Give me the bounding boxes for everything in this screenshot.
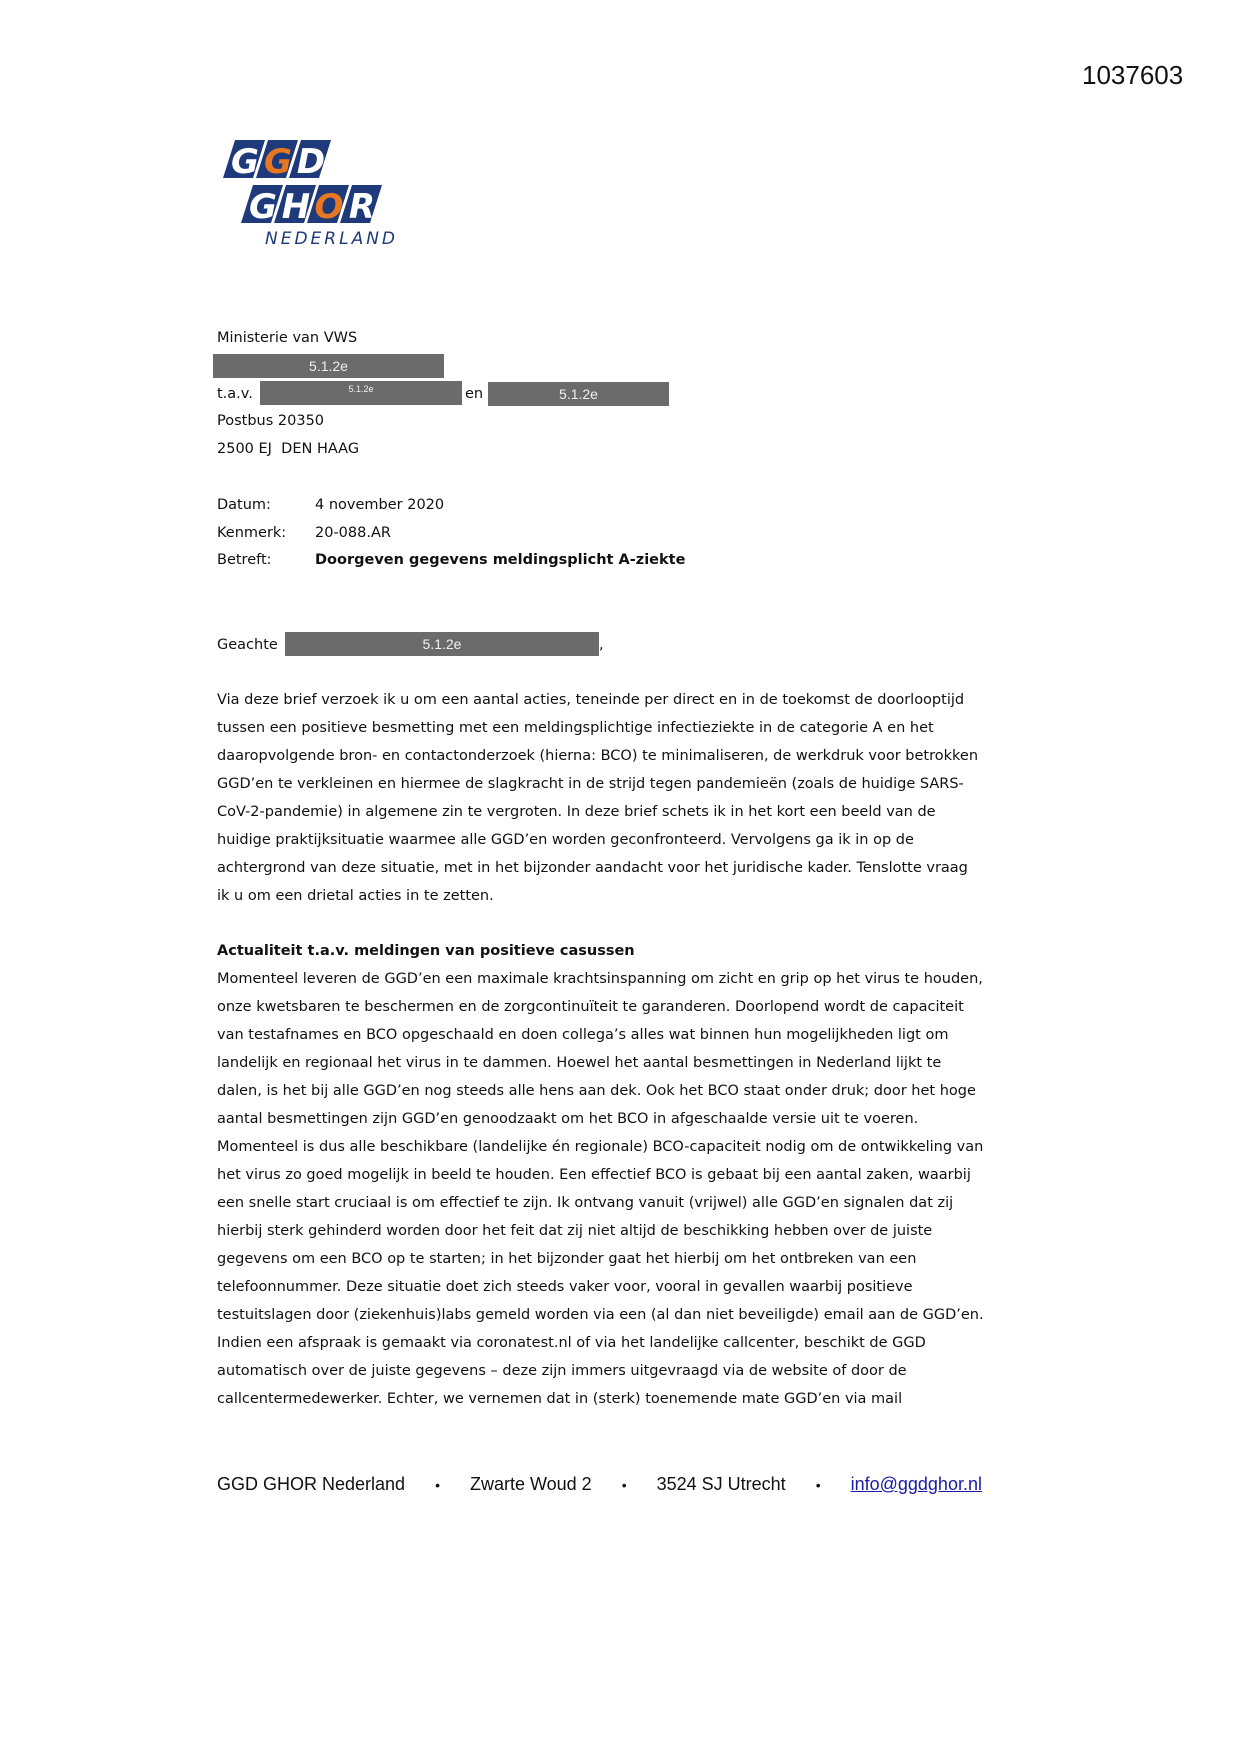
text-line: testuitslagen door (ziekenhuis)labs gemeld worden via een (al dan niet beveiligde) email aan de GGD’en. xyxy=(217,1307,984,1323)
redaction-box: 5.1.2e xyxy=(260,381,462,405)
text-line: callcentermedewerker. Echter, we vernemen dat in (sterk) toenemende mate GGD’en via mail xyxy=(217,1391,903,1407)
text-line: van testafnames en BCO opgeschaald en doen collega’s alles wat binnen hun mogelijkheden ligt om xyxy=(217,1027,949,1043)
salutation-comma: , xyxy=(599,637,604,653)
section-heading: Actualiteit t.a.v. meldingen van positieve casussen xyxy=(217,943,635,959)
text-line: ik u om een drietal acties in te zetten. xyxy=(217,888,494,904)
en-label: en xyxy=(465,386,484,402)
footer-city: 3524 SJ Utrecht xyxy=(656,1474,786,1494)
meta-label: Betreft: xyxy=(217,552,272,568)
text-line: Momenteel leveren de GGD’en een maximale krachtsinspanning om zicht en grip op het virus te houden, xyxy=(217,971,983,987)
text-line: GGD’en te verkleinen en hiermee de slagkracht in de strijd tegen pandemieën (zoals de huidige SARS- xyxy=(217,776,964,792)
svg-text:G: G xyxy=(231,142,259,182)
footer-separator: • xyxy=(435,1476,440,1493)
footer-org: GGD GHOR Nederland xyxy=(217,1474,406,1494)
footer-separator: • xyxy=(621,1476,627,1493)
redaction-box: 5.1.2e xyxy=(285,632,599,656)
text-line: Via deze brief verzoek ik u om een aantal acties, teneinde per direct en in de toekomst de doorlooptijd xyxy=(217,692,965,708)
meta-label: Kenmerk: xyxy=(217,525,287,541)
footer-street: Zwarte Woud 2 xyxy=(469,1474,592,1494)
meta-label: Datum: xyxy=(217,497,271,513)
text-line: Indien een afspraak is gemaakt via coronatest.nl of via het landelijke callcenter, beschikt de GGD xyxy=(217,1335,926,1351)
redaction-box: 5.1.2e xyxy=(213,354,444,378)
text-line: hierbij sterk gehinderd worden door het feit dat zij niet altijd de beschikking hebben over de juiste xyxy=(217,1223,933,1239)
text-line: CoV-2-pandemie) in algemene zin te vergroten. In deze brief schets ik in het kort een beeld van de xyxy=(217,804,936,820)
svg-text:H: H xyxy=(281,187,311,227)
text-line: telefoonnummer. Deze situatie doet zich steeds vaker voor, vooral in gevallen waarbij positieve xyxy=(217,1279,913,1295)
document-number: 1037603 xyxy=(1082,60,1184,90)
tav-label: t.a.v. xyxy=(217,386,253,402)
ggd-ghor-logo xyxy=(220,140,420,260)
text-line: landelijk en regionaal het virus in te dammen. Hoewel het aantal besmettingen in Nederland lijkt te xyxy=(217,1055,942,1071)
text-line: aantal besmettingen zijn GGD’en genoodzaakt om het BCO in afgeschaalde versie uit te voeren. xyxy=(217,1111,919,1127)
svg-text:O: O xyxy=(314,187,344,227)
paragraph-intro xyxy=(217,686,978,910)
text-line: Momenteel is dus alle beschikbare (landelijke én regionale) BCO-capaciteit nodig om de ontwikkeling van xyxy=(217,1139,984,1155)
paragraph-actualiteit xyxy=(217,965,984,1413)
salutation: Geachte xyxy=(217,637,278,653)
text-line: daaropvolgende bron- en contactonderzoek (hierna: BCO) te minimaliseren, de werkdruk voor betrokken xyxy=(217,748,979,764)
svg-text:D: D xyxy=(296,142,326,182)
text-line: gegevens om een BCO op te starten; in het bijzonder gaat het hierbij om het ontbreken van een xyxy=(217,1251,917,1267)
text-line: onze kwetsbaren te beschermen en de zorgcontinuïteit te garanderen. Doorlopend wordt de capaciteit xyxy=(217,999,964,1015)
text-line: huidige praktijksituatie waarmee alle GGD’en worden geconfronteerd. Vervolgens ga ik in op de xyxy=(217,832,914,848)
footer-separator: • xyxy=(815,1476,821,1493)
meta-value-reference: 20-088.AR xyxy=(315,525,391,541)
text-line: automatisch over de juiste gegevens – deze zijn immers uitgevraagd via de website of door de xyxy=(217,1363,907,1379)
footer-email-link[interactable]: info@ggdghor.nl xyxy=(850,1474,982,1494)
text-line: tussen een positieve besmetting met een meldingsplichtige infectieziekte in de categorie A en het xyxy=(217,720,934,736)
redaction-box: 5.1.2e xyxy=(488,382,669,406)
svg-text:G: G xyxy=(249,187,277,227)
footer xyxy=(217,1474,1037,1495)
city: 2500 EJ DEN HAAG xyxy=(217,441,360,457)
text-line: een snelle start cruciaal is om effectief te zijn. Ik ontvang vanuit (vrijwel) alle GGD’en signalen dat zij xyxy=(217,1195,954,1211)
meta-value-date: 4 november 2020 xyxy=(315,497,445,513)
recipient-name: Ministerie van VWS xyxy=(217,330,358,346)
text-line: dalen, is het bij alle GGD’en nog steeds alle hens aan dek. Ook het BCO staat onder druk; door het hoge xyxy=(217,1083,976,1099)
text-line: het virus zo goed mogelijk in beeld te houden. Een effectief BCO is gebaat bij een aantal zaken, waarbij xyxy=(217,1167,971,1183)
meta-value-subject: Doorgeven gegevens meldingsplicht A-ziekte xyxy=(315,552,686,568)
text-line: achtergrond van deze situatie, met in het bijzonder aandacht voor het juridische kader. Tenslotte vraag xyxy=(217,860,968,876)
svg-text:NEDERLAND: NEDERLAND xyxy=(265,229,399,249)
svg-text:R: R xyxy=(348,187,376,227)
postbus: Postbus 20350 xyxy=(217,413,325,429)
svg-text:G: G xyxy=(264,142,292,182)
